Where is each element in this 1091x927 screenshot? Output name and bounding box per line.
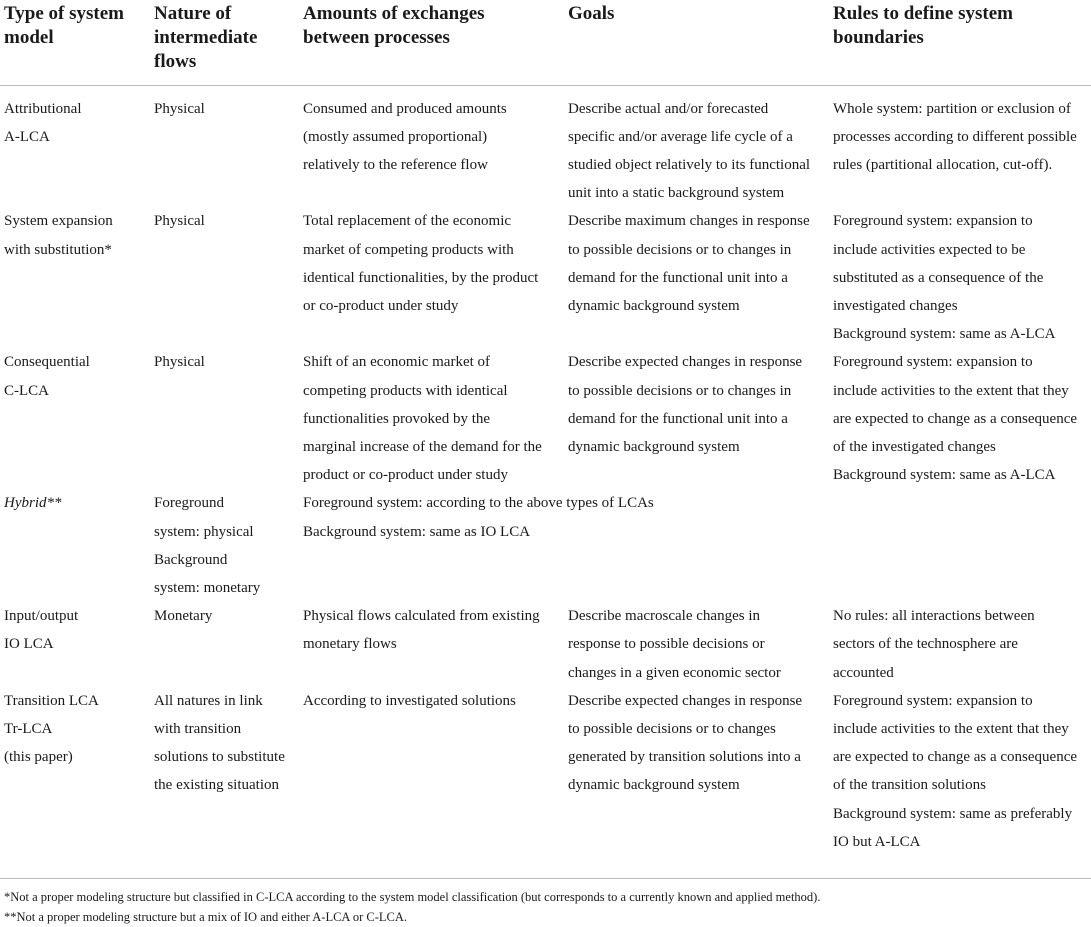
table-row (0, 489, 1091, 602)
cell-amounts: Shift of an economic market of competing products with identical functionalities provoked by the marginal increase of the demand for the product or co-product under study (303, 354, 542, 484)
cell-type: Hybrid** (4, 495, 62, 512)
cell-nature: Physical (154, 100, 205, 117)
footnote: **Not a proper modeling structure but a mix of IO and either A-LCA or C-LCA. (4, 910, 408, 924)
cell-nature: Monetary (154, 608, 213, 625)
cell-goals: Describe maximum changes in response to possible decisions or to changes in demand for the functional unit into a dynamic background system (568, 213, 810, 314)
cell-goals: Describe expected changes in response to possible decisions or to changes generated by transition solutions into a dynamic background system (568, 692, 803, 794)
cell-type: Input/output IO LCA (4, 608, 79, 653)
header-type: Type of system model (0, 0, 150, 85)
table-footnotes (0, 878, 1091, 927)
cell-nature: Physical (154, 213, 205, 230)
cell-type: Consequential C-LCA (4, 354, 90, 399)
table-row (0, 207, 1091, 348)
cell-goals: Describe macroscale changes in response to possible decisions or changes in a given economic sector (568, 608, 781, 681)
cell-rules: Foreground system: expansion to include activities expected to be substituted as a consequence of the investigated changes Background system: same as A-LCA (833, 213, 1056, 343)
cell-nature: Physical (154, 354, 205, 371)
cell-spanning: Foreground system: according to the above types of LCAs Background system: same as IO LCA (303, 495, 654, 540)
cell-nature: Foreground system: physical Background system: monetary (154, 495, 261, 596)
cell-goals: Describe expected changes in response to possible decisions or to changes in demand for the functional unit into a dynamic background system (568, 354, 803, 455)
table-header-row (0, 0, 1091, 85)
footnote: *Not a proper modeling structure but classified in C-LCA according to the system model classification (but corresponds to a currently known and applied method). (4, 890, 821, 904)
cell-amounts: Total replacement of the economic market of competing products with identical functionalities, by the product or co-product under study (303, 213, 539, 314)
cell-rules: Foreground system: expansion to include activities to the extent that they are expected to change as a consequence of the investigated changes Background system: same as A-LCA (833, 354, 1078, 484)
header-nature: Nature of intermediate flows (150, 0, 299, 85)
header-amounts: Amounts of exchanges between processes (299, 0, 564, 85)
header-goals: Goals (564, 0, 829, 85)
cell-amounts: According to investigated solutions (303, 692, 516, 709)
table-row (0, 602, 1091, 687)
cell-rules: Foreground system: expansion to include activities to the extent that they are expected to change as a consequence of the transition solutions Background system: same as preferably IO but A-LCA (833, 692, 1078, 850)
table-row (0, 348, 1091, 489)
cell-type: Attributional A-LCA (4, 100, 82, 145)
cell-rules: Whole system: partition or exclusion of processes according to different possible rules (partitional allocation, cut-off). (833, 100, 1077, 173)
cell-type: System expansion with substitution* (4, 213, 113, 258)
header-rules: Rules to define system boundaries (829, 0, 1091, 85)
table-row (0, 687, 1091, 856)
cell-amounts: Consumed and produced amounts (mostly assumed proportional) relatively to the reference flow (303, 100, 507, 173)
cell-amounts: Physical flows calculated from existing monetary flows (303, 608, 540, 653)
cell-type: Transition LCA Tr-LCA (this paper) (4, 692, 99, 766)
cell-goals: Describe actual and/or forecasted specific and/or average life cycle of a studied object relatively to its functional unit into a static background system (568, 100, 811, 202)
table-row (0, 85, 1091, 207)
cell-rules: No rules: all interactions between sectors of the technosphere are accounted (833, 608, 1035, 681)
cell-nature: All natures in link with transition solutions to substitute the existing situation (154, 692, 285, 794)
